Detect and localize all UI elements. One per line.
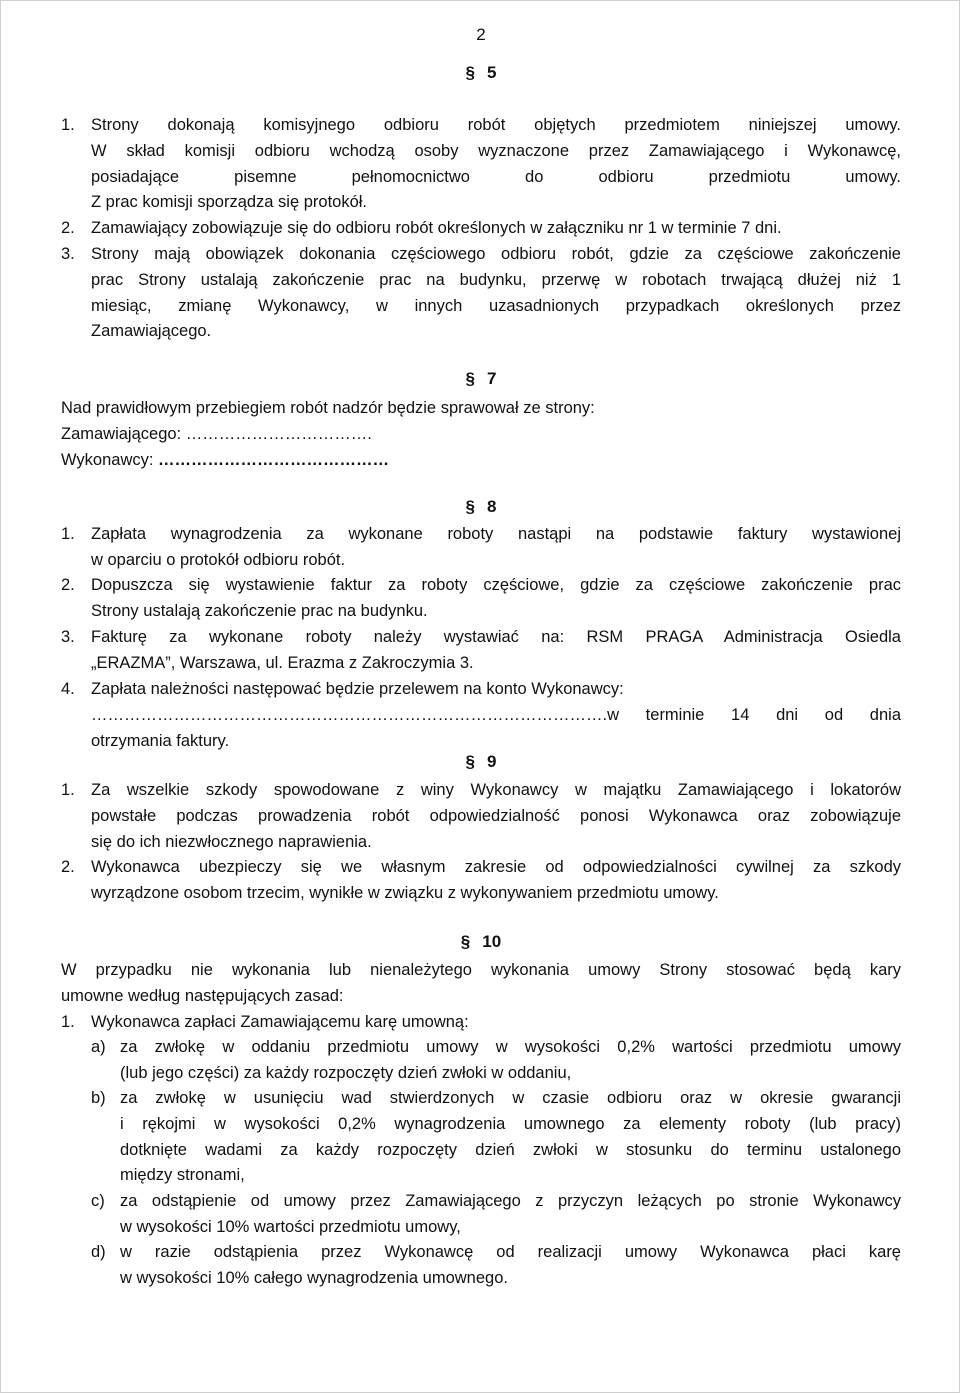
section-symbol: §	[465, 63, 475, 82]
section-heading-5	[1, 63, 960, 83]
list-number: 3.	[61, 245, 75, 263]
text-line: W skład komisji odbioru wchodzą osoby wyznaczone przez Zamawiającego i Wykonawcę,	[91, 141, 901, 160]
paragraph	[91, 1010, 901, 1036]
sublist-letter: c)	[91, 1192, 105, 1210]
text-line: za zwłokę w usunięciu wad stwierdzonych w czasie odbioru oraz w okresie gwarancji	[120, 1089, 901, 1107]
paragraph	[91, 242, 901, 345]
list-number: 1.	[61, 116, 75, 134]
text-line: Strony mają obowiązek dokonania częściowego odbioru robót, gdzie za częściowe zakończenie	[91, 245, 901, 263]
section-number: 9	[487, 752, 497, 771]
sublist-paragraph	[120, 1035, 901, 1087]
text-line: Strony dokonają komisyjnego odbioru robót objętych przedmiotem niniejszej umowy.	[91, 116, 901, 134]
section-symbol: §	[465, 752, 475, 771]
list-number: 3.	[61, 628, 75, 646]
paragraph	[91, 677, 901, 754]
text-line: Zamawiającego.	[91, 322, 212, 341]
section-heading-7	[1, 369, 960, 389]
text-line: prac Strony ustalają zakończenie prac na budynku, przerwę w robotach trwającą dłużej niż 1	[91, 270, 901, 289]
text-line: za zwłokę w oddaniu przedmiotu umowy w wysokości 0,2% wartości przedmiotu umowy	[120, 1038, 901, 1056]
text-line: Zapłata wynagrodzenia za wykonane roboty nastąpi na podstawie faktury wystawionej	[91, 525, 901, 543]
list-number: 2.	[61, 576, 75, 594]
text-line: Dopuszcza się wystawienie faktur za roboty częściowe, gdzie za częściowe zakończenie prac	[91, 576, 901, 594]
section-symbol: §	[460, 932, 471, 951]
supervisor-contractor	[61, 448, 389, 474]
paragraph	[91, 573, 901, 625]
text-line: ………………………………………………………………………………….w terminie 14 dni od dnia	[91, 705, 901, 724]
penalty-intro	[61, 958, 901, 1010]
text-line: w oparciu o protokół odbioru robót.	[91, 550, 346, 569]
list-number: 2.	[61, 858, 75, 876]
text-line: posiadające pisemne pełnomocnictwo do odbioru przedmiotu umowy.	[91, 167, 901, 186]
page-number: 2	[476, 25, 486, 44]
sublist-letter: b)	[91, 1089, 106, 1107]
text-line: Fakturę za wykonane roboty należy wystawiać na: RSM PRAGA Administracja Osiedla	[91, 628, 901, 646]
text-line: i rękojmi w wysokości 0,2% wynagrodzenia umownego za elementy roboty (lub pracy)	[120, 1114, 901, 1133]
section-symbol: §	[465, 369, 475, 388]
text-line: miesiąc, zmianę Wykonawcy, w innych uzasadnionych przypadkach określonych przez	[91, 296, 901, 315]
list-number: 4.	[61, 680, 75, 698]
section-symbol: §	[465, 497, 475, 516]
text-line: Strony ustalają zakończenie prac na budynku.	[91, 601, 428, 620]
text-line: Wykonawca zapłaci Zamawiającemu karę umowną:	[91, 1013, 469, 1031]
text-line: (lub jego części) za każdy rozpoczęty dzień zwłoki w oddaniu,	[120, 1063, 572, 1082]
text-line: się do ich niezwłocznego naprawienia.	[91, 832, 372, 851]
contractor-dots: ……………………………………	[158, 451, 390, 469]
text-line: Z prac komisji sporządza się protokół.	[91, 193, 368, 212]
text-line: w wysokości 10% całego wynagrodzenia umownego.	[120, 1268, 508, 1287]
text-line: Zamawiający zobowiązuje się do odbioru robót określonych w załączniku nr 1 w terminie 7 dni.	[91, 219, 782, 237]
supervisor-employer: Zamawiającego: …………………………….	[61, 425, 372, 443]
section-number: 7	[487, 369, 497, 388]
paragraph	[91, 216, 901, 242]
section-number: 5	[487, 63, 497, 82]
list-number: 1.	[61, 781, 75, 799]
text-line: otrzymania faktury.	[91, 731, 230, 750]
text-line: Za wszelkie szkody spowodowane z winy Wykonawcy w majątku Zamawiającego i lokatorów	[91, 781, 901, 799]
supervision-intro: Nad prawidłowym przebiegiem robót nadzór będzie sprawował ze strony:	[61, 399, 595, 417]
sublist-paragraph	[120, 1189, 901, 1241]
text-line: powstałe podczas prowadzenia robót odpowiedzialność ponosi Wykonawca oraz zobowiązuje	[91, 806, 901, 825]
paragraph	[91, 522, 901, 574]
list-number: 1.	[61, 1013, 75, 1031]
section-number: 8	[487, 497, 497, 516]
sublist-letter: d)	[91, 1243, 106, 1261]
section-number: 10	[482, 932, 502, 951]
text-line: w razie odstąpienia przez Wykonawcę od realizacji umowy Wykonawca płaci karę	[120, 1243, 901, 1261]
sublist-paragraph	[120, 1240, 901, 1292]
paragraph	[91, 625, 901, 677]
section-heading-9	[1, 752, 960, 772]
sublist-paragraph	[120, 1086, 901, 1189]
text-line: W przypadku nie wykonania lub nienależytego wykonania umowy Strony stosować będą kary	[61, 961, 901, 979]
section-heading-10	[1, 932, 960, 952]
text-line: dotknięte wadami za każdy rozpoczęty dzień zwłoki w stosunku do terminu ustalonego	[120, 1140, 901, 1159]
text-line: za odstąpienie od umowy przez Zamawiającego z przyczyn leżących po stronie Wykonawcy	[120, 1192, 901, 1210]
text-line: Zapłata należności następować będzie przelewem na konto Wykonawcy:	[91, 680, 624, 698]
text-line: w wysokości 10% wartości przedmiotu umowy,	[120, 1217, 461, 1236]
text-line: wyrządzone osobom trzecim, wynikłe w związku z wykonywaniem przedmiotu umowy.	[91, 883, 719, 902]
section-heading-8	[1, 497, 960, 517]
text-line: umowne według następujących zasad:	[61, 986, 344, 1005]
sublist-letter: a)	[91, 1038, 106, 1056]
text-line: między stronami,	[120, 1166, 245, 1185]
list-number: 2.	[61, 219, 75, 237]
list-number: 1.	[61, 525, 75, 543]
paragraph	[91, 778, 901, 855]
text-line: „ERAZMA”, Warszawa, ul. Erazma z Zakroczymia 3.	[91, 653, 474, 672]
paragraph	[91, 113, 901, 216]
contractor-label: Wykonawcy:	[61, 451, 159, 469]
paragraph	[91, 855, 901, 907]
text-line: Wykonawca ubezpieczy się we własnym zakresie od odpowiedzialności cywilnej za szkody	[91, 858, 901, 876]
